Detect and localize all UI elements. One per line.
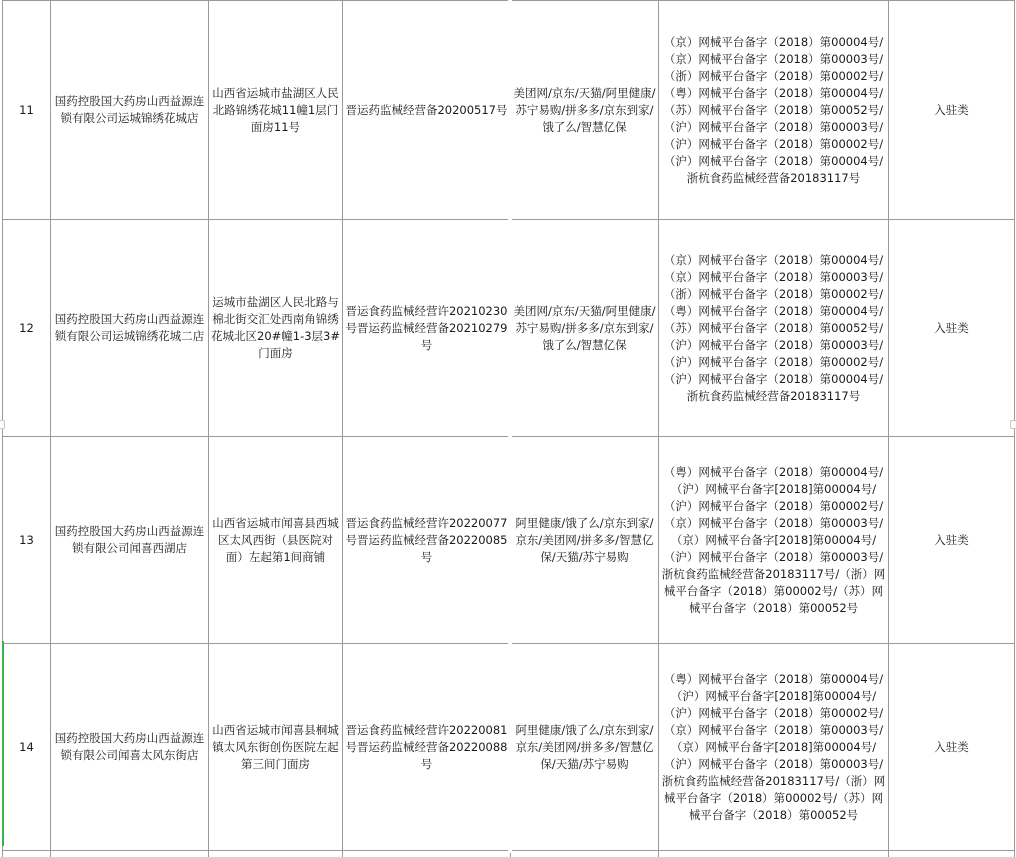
row-index: 12 (3, 220, 51, 437)
row-index: 11 (3, 1, 51, 220)
store-name: 国药控股国大药房山西益源连锁有限公司闻喜太风东街店 (51, 644, 209, 851)
column-gap-divider (508, 0, 512, 853)
store-name: 国药控股国大药房山西益源连锁有限公司闻喜西湖店 (51, 437, 209, 644)
platform-records: （粤）网械平台备字（2018）第00004号/（沪）网械平台备字[2018]第00004号/（沪）网械平台备字（2018）第00002号/（京）网械平台备字（2018）第00003号/（京）网械平台备字[2018]第00004号/（沪）网械平台备字（2018）第00003号/浙杭食药监械经营备20183117号/（浙）网械平台备字（2018）第00002号/（苏）网械平台备字（2018）第00052号 (659, 644, 889, 851)
category: 入驻类 (889, 1, 1015, 220)
platform-records: （京）网械平台备字（2018）第00004号/（京）网械平台备字（2018）第00003号/（浙）网械平台备字（2018）第00002号/（粤）网械平台备字（2018）第00004号/（苏）网械平台备字（2018）第00052号/（沪）网械平台备字（2018）第00003号/（沪）网械平台备字（2018）第00002号/（沪）网械平台备字（2018）第00004号/浙杭食药监械经营备20183117号 (659, 1, 889, 220)
row-index: 14 (3, 644, 51, 851)
category: 入驻类 (889, 437, 1015, 644)
license-number: 晋运食药监械经营许20220077号晋运药监械经营备20220085号 (343, 437, 511, 644)
platform-list: 阿里健康/饿了么/京东到家/京东/美团网/拼多多/智慧亿保/天猫/苏宁易购 (511, 644, 659, 851)
category: 入驻类 (889, 644, 1015, 851)
store-address: 运城市盐湖区人民北路与棉北街交汇处西南角锦绣花城北区20#幢1-3层3#门面房 (209, 220, 343, 437)
cell-partial (659, 851, 889, 857)
store-address: 山西省运城市盐湖区人民北路锦绣花城11幢1层门面房11号 (209, 1, 343, 220)
resize-handle-right[interactable] (1010, 420, 1016, 429)
cell-partial (209, 851, 343, 857)
cell-partial (3, 851, 51, 857)
platform-list: 美团网/京东/天猫/阿里健康/苏宁易购/拼多多/京东到家/饿了么/智慧亿保 (511, 220, 659, 437)
store-name: 国药控股国大药房山西益源连锁有限公司运城锦绣花城二店 (51, 220, 209, 437)
store-address: 山西省运城市闻喜县西城区太风西街（县医院对面）左起第1间商铺 (209, 437, 343, 644)
license-number: 晋运药监械经营备20200517号 (343, 1, 511, 220)
license-number: 晋运食药监械经营许20220081号晋运药监械经营备20220088号 (343, 644, 511, 851)
store-name: 国药控股国大药房山西益源连锁有限公司运城锦绣花城店 (51, 1, 209, 220)
resize-handle-left[interactable] (0, 420, 5, 429)
row-index: 13 (3, 437, 51, 644)
store-address: 山西省运城市闻喜县桐城镇太风东街创伤医院左起第三间门面房 (209, 644, 343, 851)
platform-list: 美团网/京东/天猫/阿里健康/苏宁易购/拼多多/京东到家/饿了么/智慧亿保 (511, 1, 659, 220)
selection-edge-marker (2, 641, 4, 846)
platform-list: 阿里健康/饿了么/京东到家/京东/美团网/拼多多/智慧亿保/天猫/苏宁易购 (511, 437, 659, 644)
cell-partial (889, 851, 1015, 857)
cell-partial (511, 851, 659, 857)
cell-partial (51, 851, 209, 857)
platform-records: （京）网械平台备字（2018）第00004号/（京）网械平台备字（2018）第00003号/（浙）网械平台备字（2018）第00002号/（粤）网械平台备字（2018）第00004号/（苏）网械平台备字（2018）第00052号/（沪）网械平台备字（2018）第00003号/（沪）网械平台备字（2018）第00002号/（沪）网械平台备字（2018）第00004号/浙杭食药监械经营备20183117号 (659, 220, 889, 437)
category: 入驻类 (889, 220, 1015, 437)
license-number: 晋运食药监械经营许20210230号晋运药监械经营备20210279号 (343, 220, 511, 437)
platform-records: （粤）网械平台备字（2018）第00004号/（沪）网械平台备字[2018]第00004号/（沪）网械平台备字（2018）第00002号/（京）网械平台备字（2018）第00003号/（京）网械平台备字[2018]第00004号/（沪）网械平台备字（2018）第00003号/浙杭食药监械经营备20183117号/（浙）网械平台备字（2018）第00002号/（苏）网械平台备字（2018）第00052号 (659, 437, 889, 644)
cell-partial (343, 851, 511, 857)
